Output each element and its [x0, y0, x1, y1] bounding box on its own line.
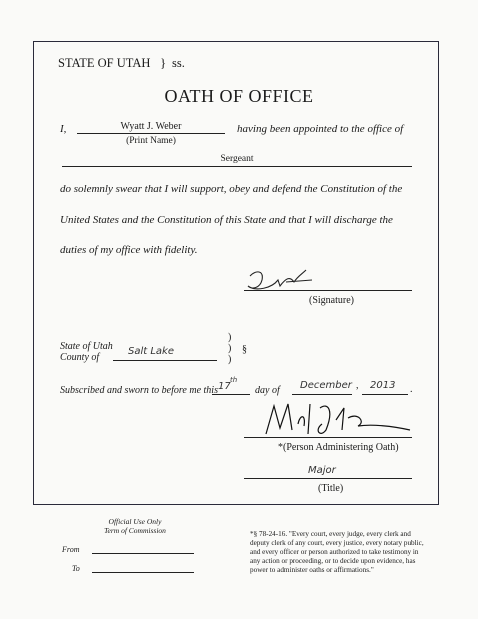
sworn-text: Subscribed and sworn to before me this: [60, 385, 218, 396]
section-symbol: §: [242, 344, 247, 355]
print-name-caption: (Print Name): [126, 136, 176, 146]
office-line: [62, 166, 412, 167]
venue-paren-1: ): [228, 332, 232, 343]
county-line: [113, 360, 217, 361]
ss-label: ss.: [172, 56, 185, 70]
from-line[interactable]: [92, 553, 194, 554]
print-name-line: [77, 133, 225, 134]
title-caption: (Title): [318, 483, 344, 494]
month-value[interactable]: December: [300, 380, 352, 391]
year-value[interactable]: 2013: [370, 380, 396, 391]
day-of-label: day of: [255, 385, 280, 396]
year-comma: ,: [356, 380, 359, 391]
day-value[interactable]: 17: [218, 381, 231, 392]
to-line[interactable]: [92, 572, 194, 573]
document-title: OATH OF OFFICE: [164, 86, 314, 106]
office-value[interactable]: Sergeant: [220, 154, 254, 164]
venue-county-label: County of: [60, 352, 100, 363]
venue-state-label: State of Utah: [60, 341, 113, 352]
oath-line-3: duties of my office with fidelity.: [60, 244, 198, 256]
signature-caption: (Signature): [309, 295, 354, 306]
sworn-period: .: [410, 384, 413, 395]
day-suffix: th: [230, 376, 238, 384]
signature-line: [244, 290, 412, 291]
oath-line-1: do solemnly swear that I will support, obey and defend the Constitution of the: [60, 183, 403, 195]
header-brace: }: [160, 55, 167, 70]
print-name-value[interactable]: Wyatt J. Weber: [120, 121, 182, 132]
administrator-caption: *(Person Administering Oath): [278, 442, 399, 453]
year-line: [362, 394, 408, 395]
oath-line-2: United States and the Constitution of this State and that I will discharge the: [60, 214, 393, 226]
official-use-label: Official Use Only: [108, 517, 162, 526]
oath-taker-signature: [242, 266, 322, 296]
county-value[interactable]: Salt Lake: [128, 346, 174, 357]
title-line: [244, 478, 412, 479]
title-value[interactable]: Major: [308, 465, 336, 476]
state-heading: STATE OF UTAH: [58, 56, 151, 70]
appointment-text: having been appointed to the office of: [237, 123, 404, 135]
day-line: [212, 394, 250, 395]
statute-footnote: *§ 78-24-16. "Every court, every judge, every clerk and deputy clerk of any court, every justice, every notary public, and every officer or person authorized to take testimony in any action or proceeding, or to decide upon evidence, has power to administer oaths or affirmations.": [250, 530, 424, 574]
administrator-line: [244, 437, 412, 438]
venue-paren-2: ): [228, 343, 232, 354]
administrator-signature: [262, 400, 412, 440]
term-of-commission-label: Term of Commission: [104, 526, 166, 535]
month-line: [292, 394, 352, 395]
from-label: From: [62, 545, 80, 554]
appointment-prefix: I,: [60, 123, 67, 135]
venue-paren-3: ): [228, 354, 232, 365]
to-label: To: [72, 564, 80, 573]
